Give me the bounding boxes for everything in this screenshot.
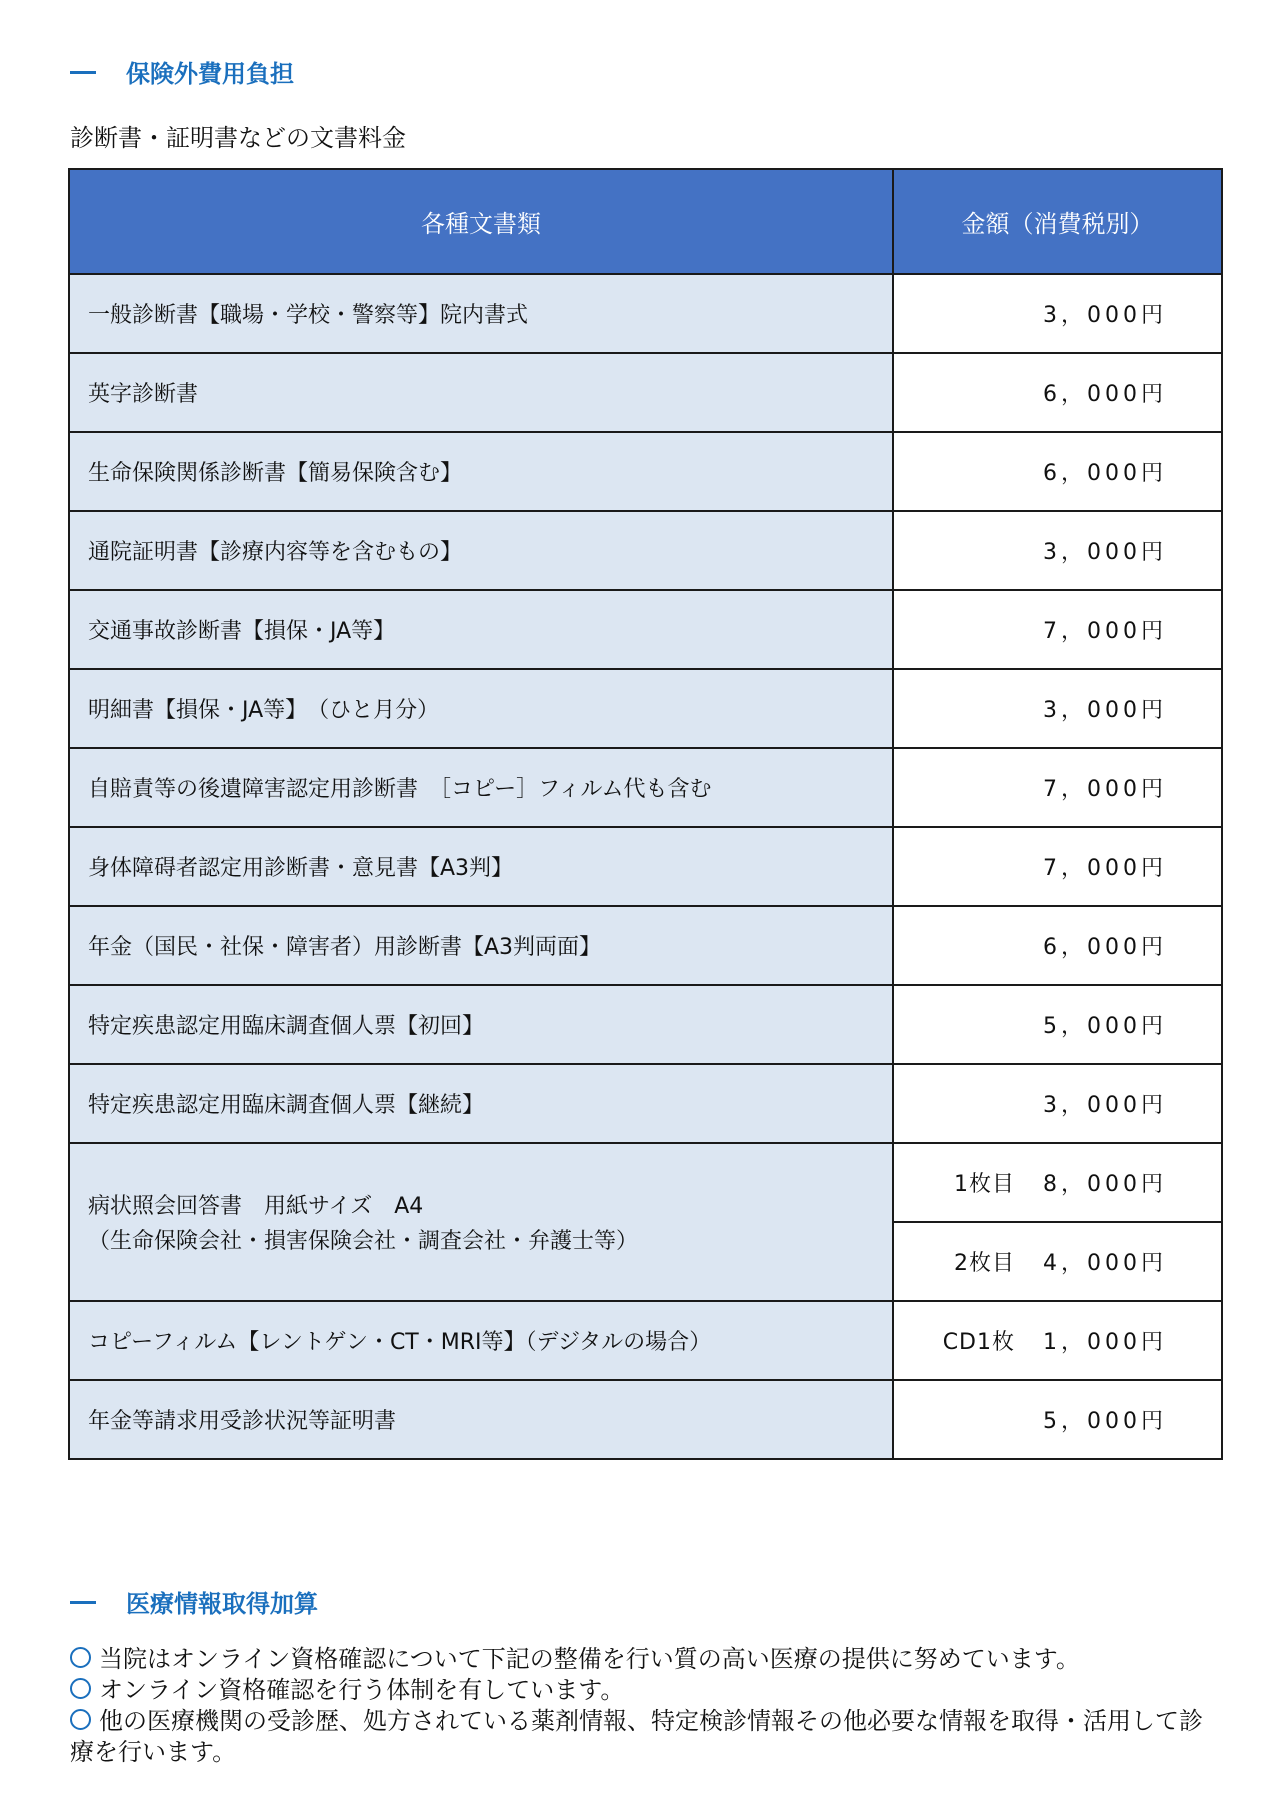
section-title: 保険外費用負担 [126,60,294,88]
table-row [69,1380,1222,1459]
section-heading-medical-info [70,1584,318,1619]
document-price-second-page [893,1222,1222,1301]
document-price: 7，000円 [893,748,1222,827]
section-heading-fees [70,54,294,89]
document-price: 6，000円 [893,906,1222,985]
heading-dash [70,71,96,74]
table-row [69,432,1222,511]
document-price: 7，000円 [893,827,1222,906]
document-name: 特定疾患認定用臨床調査個人票【初回】 [69,985,893,1064]
section-title: 医療情報取得加算 [126,1590,318,1618]
document-name: 年金（国民・社保・障害者）用診断書【A3判両面】 [69,906,893,985]
inquiry-name-line2: （生命保険会社・損害保険会社・調査会社・弁護士等） [88,1229,639,1254]
heading-dash [70,1601,96,1604]
inquiry-name-line1: 病状照会回答書 用紙サイズ A4 [88,1194,424,1219]
table-row [69,274,1222,353]
note-item [70,1706,1220,1768]
table-header-row [69,169,1222,274]
table-row [69,1064,1222,1143]
table-row [69,827,1222,906]
document-name: 自賠責等の後遺障害認定用診断書 ［コピー］フィルム代も含む [69,748,893,827]
document-price [893,1301,1222,1380]
document-name: 交通事故診断書【損保・JA等】 [69,590,893,669]
document-name: 一般診断書【職場・学校・警察等】院内書式 [69,274,893,353]
table-row [69,511,1222,590]
note-text: 他の医療機関の受診歴、処方されている薬剤情報、特定検診情報その他必要な情報を取得・活用して診療を行います。 [70,1707,1203,1766]
document-name: 特定疾患認定用臨床調査個人票【継続】 [69,1064,893,1143]
document-name-inquiry [69,1143,893,1301]
document-price: 6，000円 [893,353,1222,432]
note-item [70,1644,1220,1675]
price-value: 4，000円 [1043,1251,1167,1276]
price-value: 1，000円 [1043,1330,1167,1355]
document-name: コピーフィルム【レントゲン・CT・MRI等】（デジタルの場合） [69,1301,893,1380]
document-price-first-page [893,1143,1222,1222]
note-text: 当院はオンライン資格確認について下記の整備を行い質の高い医療の提供に努めています。 [99,1645,1080,1673]
price-value: 8，000円 [1043,1172,1167,1197]
table-row [69,590,1222,669]
table-row-inquiry [69,1143,1222,1222]
document-price: 3，000円 [893,669,1222,748]
document-price: 3，000円 [893,1064,1222,1143]
table-row [69,985,1222,1064]
document-fees-subtitle: 診断書・証明書などの文書料金 [70,124,406,152]
note-item [70,1675,1220,1706]
document-price: 5，000円 [893,985,1222,1064]
table-row [69,669,1222,748]
cd-count: CD1枚 [942,1330,1015,1355]
document-name: 年金等請求用受診状況等証明書 [69,1380,893,1459]
circle-bullet-icon [70,1709,91,1730]
document-name: 英字診断書 [69,353,893,432]
table-row [69,906,1222,985]
document-name: 通院証明書【診療内容等を含むもの】 [69,511,893,590]
document-price: 7，000円 [893,590,1222,669]
document-price: 3，000円 [893,511,1222,590]
header-document-type: 各種文書類 [69,169,893,274]
circle-bullet-icon [70,1678,91,1699]
document-price: 6，000円 [893,432,1222,511]
document-price: 5，000円 [893,1380,1222,1459]
note-text: オンライン資格確認を行う体制を有しています。 [99,1676,625,1704]
document-name: 明細書【損保・JA等】 （ひと月分） [69,669,893,748]
document-fee-table [68,168,1223,1460]
page-count: 1枚目 [954,1172,1015,1197]
table-row [69,353,1222,432]
document-name: 身体障碍者認定用診断書・意見書【A3判】 [69,827,893,906]
document-name: 生命保険関係診断書【簡易保険含む】 [69,432,893,511]
table-row [69,748,1222,827]
document-price: 3，000円 [893,274,1222,353]
table-row [69,1301,1222,1380]
header-amount: 金額（消費税別） [893,169,1222,274]
circle-bullet-icon [70,1647,91,1668]
page-count: 2枚目 [954,1251,1015,1276]
